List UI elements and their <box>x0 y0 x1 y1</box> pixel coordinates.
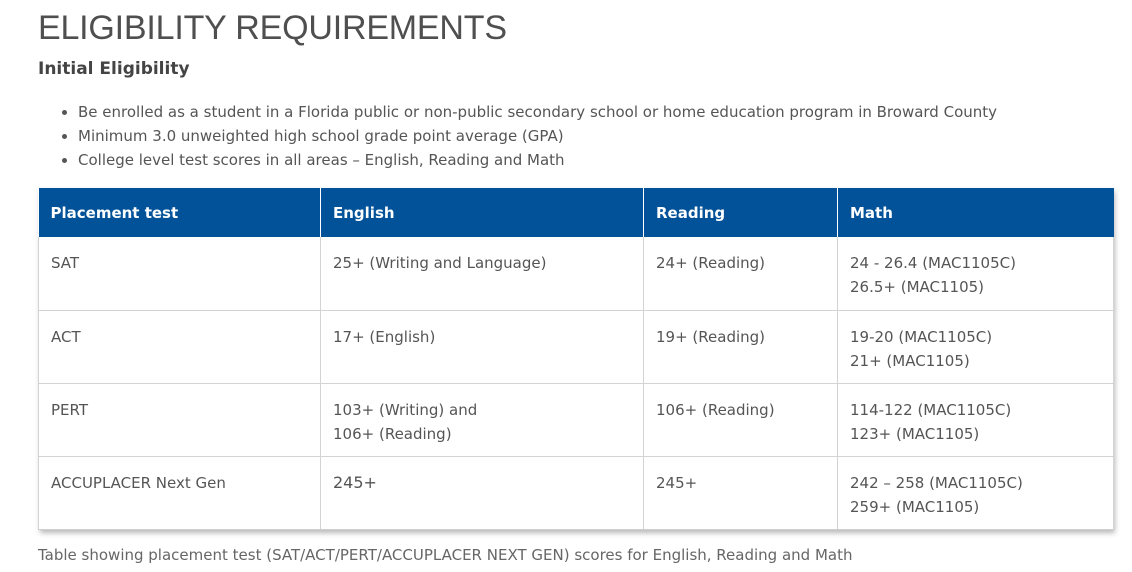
cell-test-name: SAT <box>39 237 321 310</box>
page-title: ELIGIBILITY REQUIREMENTS <box>38 9 507 47</box>
table-row <box>39 310 1114 383</box>
cell-reading: 24+ (Reading) <box>644 237 838 310</box>
cell-test-name: ACT <box>39 310 321 383</box>
column-header-reading: Reading <box>644 188 838 237</box>
column-header-math: Math <box>838 188 1114 237</box>
cell-english: 245+ <box>321 456 644 529</box>
list-item: • Minimum 3.0 unweighted high school grade point average (GPA) <box>78 124 997 148</box>
table-row <box>39 237 1114 310</box>
cell-math: 24 - 26.4 (MAC1105C) 26.5+ (MAC1105) <box>838 237 1114 310</box>
section-heading: Initial Eligibility <box>38 59 190 79</box>
cell-test-name: PERT <box>39 383 321 456</box>
cell-english: 103+ (Writing) and 106+ (Reading) <box>321 383 644 456</box>
cell-test-name: ACCUPLACER Next Gen <box>39 456 321 529</box>
cell-math: 19-20 (MAC1105C) 21+ (MAC1105) <box>838 310 1114 383</box>
eligibility-list <box>38 100 997 172</box>
list-item: • Be enrolled as a student in a Florida public or non-public secondary school or home education program in Broward County <box>78 100 997 124</box>
cell-reading: 106+ (Reading) <box>644 383 838 456</box>
cell-reading: 245+ <box>644 456 838 529</box>
table-header-row <box>39 188 1114 237</box>
cell-english: 25+ (Writing and Language) <box>321 237 644 310</box>
list-item: • College level test scores in all areas – English, Reading and Math <box>78 148 997 172</box>
cell-reading: 19+ (Reading) <box>644 310 838 383</box>
cell-english: 17+ (English) <box>321 310 644 383</box>
table-caption: Table showing placement test (SAT/ACT/PERT/ACCUPLACER NEXT GEN) scores for English, Reading and Math <box>38 546 853 564</box>
cell-math: 242 – 258 (MAC1105C) 259+ (MAC1105) <box>838 456 1114 529</box>
column-header-english: English <box>321 188 644 237</box>
column-header-placement-test: Placement test <box>39 188 321 237</box>
placement-table <box>38 188 1114 530</box>
cell-math: 114-122 (MAC1105C) 123+ (MAC1105) <box>838 383 1114 456</box>
table-row <box>39 456 1114 529</box>
table-row <box>39 383 1114 456</box>
placement-table-container <box>38 188 1113 530</box>
